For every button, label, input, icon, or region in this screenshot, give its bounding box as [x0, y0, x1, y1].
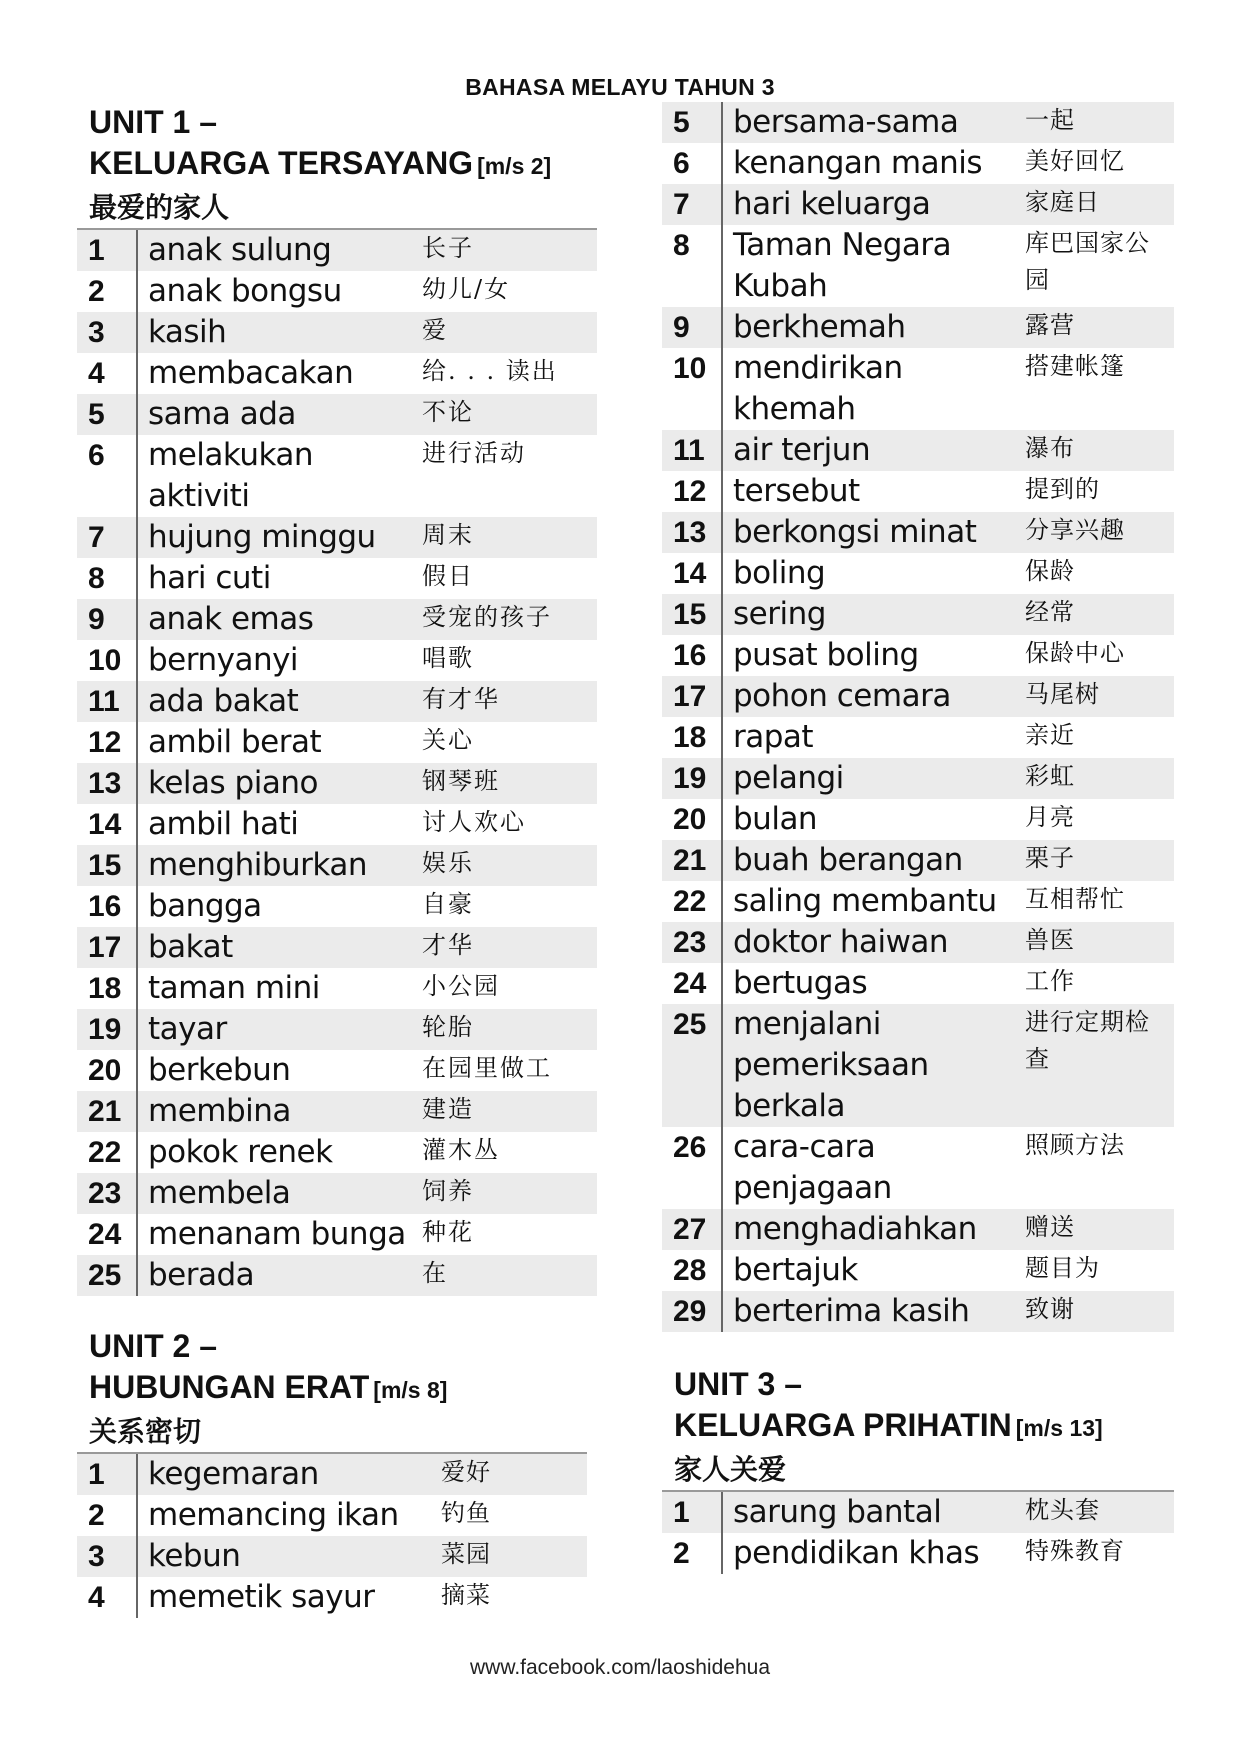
vocab-number: 5	[88, 398, 105, 431]
malay-word: mendirikan khemah	[733, 350, 903, 427]
chinese-translation: 才华	[422, 931, 474, 959]
chinese-translation: 建造	[422, 1095, 474, 1123]
chinese-translation: 美好回忆	[1025, 147, 1125, 175]
chinese-translation: 进行定期检查	[1025, 1008, 1150, 1073]
chinese-translation: 爱好	[441, 1458, 491, 1486]
vocab-row	[77, 312, 597, 353]
unit-3-name-text: KELUARGA PRIHATIN	[674, 1407, 1012, 1443]
unit-3-name	[662, 1405, 1174, 1449]
vocab-number: 8	[673, 229, 690, 262]
malay-word: ambil berat	[148, 724, 322, 760]
vocab-row	[77, 927, 597, 968]
left-column	[77, 102, 597, 1618]
malay-word: air terjun	[733, 432, 871, 468]
vocab-row	[662, 963, 1174, 1004]
chinese-translation: 轮胎	[422, 1013, 474, 1041]
unit-2-title-chinese: 关系密切	[89, 1415, 202, 1448]
vocab-row	[77, 1050, 597, 1091]
vocab-row	[77, 763, 597, 804]
malay-word: anak bongsu	[148, 273, 342, 309]
vocab-number: 25	[673, 1008, 707, 1041]
vocab-row	[662, 512, 1174, 553]
vocab-row	[662, 471, 1174, 512]
vocab-row	[77, 968, 597, 1009]
vocab-number: 13	[673, 516, 707, 549]
vocab-number: 9	[88, 603, 105, 636]
unit-1-name-text: KELUARGA TERSAYANG	[89, 145, 474, 181]
vocab-row	[662, 1291, 1174, 1332]
vocab-row	[77, 517, 597, 558]
chinese-translation: 致谢	[1025, 1295, 1075, 1323]
unit-1-title-chinese: 最爱的家人	[89, 191, 230, 224]
vocab-row	[77, 353, 597, 394]
vocab-row	[662, 594, 1174, 635]
malay-word: kelas piano	[148, 765, 318, 801]
vocab-number: 24	[673, 967, 707, 1000]
unit-2-vocab-list-part-1	[77, 1452, 587, 1618]
chinese-translation: 月亮	[1025, 803, 1075, 831]
vocab-row	[662, 1004, 1174, 1127]
vocab-number: 20	[673, 803, 707, 836]
vocab-number: 22	[673, 885, 707, 918]
malay-word: anak emas	[148, 601, 314, 637]
vocab-number: 28	[673, 1254, 707, 1287]
chinese-translation: 娱乐	[422, 849, 474, 877]
malay-word: membina	[148, 1093, 291, 1129]
vocab-number: 2	[88, 1499, 105, 1532]
malay-word: pohon cemara	[733, 678, 951, 714]
vocab-row	[77, 722, 597, 763]
malay-word: kebun	[148, 1538, 241, 1574]
vocab-number: 20	[88, 1054, 122, 1087]
malay-word: menghiburkan	[148, 847, 367, 883]
chinese-translation: 幼儿/女	[422, 275, 511, 303]
chinese-translation: 家庭日	[1025, 188, 1100, 216]
malay-word: saling membantu	[733, 883, 997, 919]
vocab-row	[77, 599, 597, 640]
chinese-translation: 枕头套	[1025, 1496, 1100, 1524]
vocab-number: 12	[673, 475, 707, 508]
malay-word: berada	[148, 1257, 255, 1293]
vocab-number: 13	[88, 767, 122, 800]
malay-word: tayar	[148, 1011, 227, 1047]
chinese-translation: 兽医	[1025, 926, 1075, 954]
vocab-number: 14	[88, 808, 122, 841]
vocab-number: 1	[88, 234, 105, 267]
chinese-translation: 赠送	[1025, 1213, 1075, 1241]
vocab-number: 1	[88, 1458, 105, 1491]
chinese-translation: 经常	[1025, 598, 1075, 626]
malay-word: bakat	[148, 929, 233, 965]
malay-word: memetik sayur	[148, 1579, 375, 1615]
vocab-row	[662, 840, 1174, 881]
chinese-translation: 不论	[422, 398, 474, 426]
vocab-number: 16	[673, 639, 707, 672]
vocab-number: 10	[88, 644, 122, 677]
vocab-number: 24	[88, 1218, 122, 1251]
unit-2-continued	[662, 102, 1174, 1332]
vocab-row	[77, 886, 597, 927]
malay-word: cara-cara penjagaan	[733, 1129, 892, 1206]
vocab-number: 26	[673, 1131, 707, 1164]
vocab-row	[662, 553, 1174, 594]
vocab-number: 5	[673, 106, 690, 139]
vocab-row	[662, 676, 1174, 717]
vocab-row	[77, 1214, 597, 1255]
vocab-number: 21	[673, 844, 707, 877]
malay-word: hari keluarga	[733, 186, 931, 222]
vocab-row	[77, 1454, 587, 1495]
chinese-translation: 在园里做工	[422, 1054, 552, 1082]
vocab-number: 12	[88, 726, 122, 759]
unit-2-name-text: HUBUNGAN ERAT	[89, 1369, 370, 1405]
chinese-translation: 进行活动	[422, 439, 526, 467]
malay-word: menanam bunga	[148, 1216, 406, 1252]
malay-word: membacakan	[148, 355, 354, 391]
vocab-number: 9	[673, 311, 690, 344]
chinese-translation: 瀑布	[1025, 434, 1075, 462]
malay-word: boling	[733, 555, 826, 591]
malay-word: buah berangan	[733, 842, 963, 878]
malay-word: pelangi	[733, 760, 844, 796]
malay-word: rapat	[733, 719, 814, 755]
chinese-translation: 给. . . 读出	[422, 357, 558, 385]
chinese-translation: 钢琴班	[422, 767, 500, 795]
vocab-number: 8	[88, 562, 105, 595]
right-column	[662, 102, 1174, 1574]
vocab-number: 18	[88, 972, 122, 1005]
malay-word: bersama-sama	[733, 104, 959, 140]
malay-word: pendidikan khas	[733, 1535, 980, 1571]
chinese-translation: 题目为	[1025, 1254, 1100, 1282]
malay-word: bangga	[148, 888, 262, 924]
malay-word: kegemaran	[148, 1456, 319, 1492]
vocab-row	[77, 558, 597, 599]
vocab-number: 29	[673, 1295, 707, 1328]
unit-3-page-ref: [m/s 13]	[1015, 1415, 1103, 1441]
vocab-number: 6	[673, 147, 690, 180]
malay-word: berterima kasih	[733, 1293, 970, 1329]
unit-1-section	[77, 102, 597, 1296]
chinese-translation: 露营	[1025, 311, 1075, 339]
unit-1-page-ref: [m/s 2]	[477, 153, 552, 179]
vocab-number: 17	[673, 680, 707, 713]
chinese-translation: 亲近	[1025, 721, 1075, 749]
vocab-row	[662, 430, 1174, 471]
vocab-row	[662, 348, 1174, 430]
vocab-number: 16	[88, 890, 122, 923]
unit-3-section	[662, 1364, 1174, 1574]
vocab-number: 3	[88, 316, 105, 349]
chinese-translation: 受宠的孩子	[422, 603, 552, 631]
chinese-translation: 特殊教育	[1025, 1537, 1125, 1565]
chinese-translation: 工作	[1025, 967, 1075, 995]
malay-word: ada bakat	[148, 683, 299, 719]
chinese-translation: 分享兴趣	[1025, 516, 1125, 544]
malay-word: berkebun	[148, 1052, 291, 1088]
vocab-row	[662, 922, 1174, 963]
unit-1-vocab-list	[77, 228, 597, 1296]
vocab-row	[662, 307, 1174, 348]
chinese-translation: 搭建帐篷	[1025, 352, 1125, 380]
malay-word: pusat boling	[733, 637, 919, 673]
chinese-translation: 钓鱼	[441, 1499, 491, 1527]
unit-3-title: UNIT 3 –	[674, 1366, 803, 1402]
vocab-row	[77, 1009, 597, 1050]
vocab-row	[662, 1127, 1174, 1209]
chinese-translation: 种花	[422, 1218, 474, 1246]
malay-word: memancing ikan	[148, 1497, 399, 1533]
chinese-translation: 照顾方法	[1025, 1131, 1125, 1159]
vocab-row	[77, 1091, 597, 1132]
vocab-number: 10	[673, 352, 707, 385]
unit-2-vocab-list-part-2	[662, 102, 1174, 1332]
unit-1-title: UNIT 1 –	[89, 104, 218, 140]
chinese-translation: 互相帮忙	[1025, 885, 1125, 913]
vocab-number: 15	[673, 598, 707, 631]
vocab-row	[662, 799, 1174, 840]
chinese-translation: 长子	[422, 234, 474, 262]
vocab-number: 17	[88, 931, 122, 964]
chinese-translation: 栗子	[1025, 844, 1075, 872]
vocab-row	[77, 1495, 587, 1536]
chinese-translation: 自豪	[422, 890, 474, 918]
malay-word: sering	[733, 596, 826, 632]
vocab-row	[662, 758, 1174, 799]
unit-2-name	[77, 1367, 597, 1411]
malay-word: berkhemah	[733, 309, 906, 345]
malay-word: Taman Negara Kubah	[733, 227, 952, 304]
unit-1-name	[77, 143, 597, 187]
chinese-translation: 保龄	[1025, 557, 1075, 585]
vocab-number: 23	[673, 926, 707, 959]
chinese-translation: 有才华	[422, 685, 500, 713]
malay-word: pokok renek	[148, 1134, 333, 1170]
vocab-number: 23	[88, 1177, 122, 1210]
malay-word: hujung minggu	[148, 519, 376, 555]
vocab-row	[77, 1255, 597, 1296]
unit-3-vocab-list	[662, 1490, 1174, 1574]
malay-word: menjalani pemeriksaan berkala	[733, 1006, 929, 1124]
chinese-translation: 饲养	[422, 1177, 474, 1205]
malay-word: bulan	[733, 801, 818, 837]
vocab-number: 18	[673, 721, 707, 754]
malay-word: melakukan aktiviti	[148, 437, 314, 514]
vocab-number: 4	[88, 357, 105, 390]
vocab-number: 15	[88, 849, 122, 882]
chinese-translation: 一起	[1025, 106, 1075, 134]
vocab-number: 2	[88, 275, 105, 308]
malay-word: taman mini	[148, 970, 320, 1006]
chinese-translation: 马尾树	[1025, 680, 1100, 708]
vocab-row	[77, 804, 597, 845]
page-header: BAHASA MELAYU TAHUN 3	[465, 74, 775, 100]
vocab-row	[77, 1173, 597, 1214]
vocab-row	[662, 1533, 1174, 1574]
vocab-number: 6	[88, 439, 105, 472]
vocab-row	[77, 640, 597, 681]
malay-word: doktor haiwan	[733, 924, 949, 960]
vocab-number: 1	[673, 1496, 690, 1529]
chinese-translation: 爱	[422, 316, 448, 344]
vocab-number: 11	[673, 434, 705, 467]
vocab-row	[662, 1250, 1174, 1291]
vocab-row	[662, 225, 1174, 307]
malay-word: berkongsi minat	[733, 514, 977, 550]
vocab-row	[77, 1536, 587, 1577]
chinese-translation: 周末	[422, 521, 474, 549]
vocab-number: 19	[88, 1013, 122, 1046]
vocab-number: 22	[88, 1136, 122, 1169]
vocab-row	[77, 1132, 597, 1173]
chinese-translation: 灌木丛	[422, 1136, 500, 1164]
vocab-row	[662, 1492, 1174, 1533]
malay-word: bernyanyi	[148, 642, 299, 678]
malay-word: kasih	[148, 314, 227, 350]
chinese-translation: 保龄中心	[1025, 639, 1125, 667]
chinese-translation: 关心	[422, 726, 474, 754]
chinese-translation: 菜园	[441, 1540, 491, 1568]
vocab-row	[77, 845, 597, 886]
chinese-translation: 库巴国家公园	[1025, 229, 1150, 294]
vocab-number: 14	[673, 557, 707, 590]
vocab-number: 7	[88, 521, 105, 554]
malay-word: sarung bantal	[733, 1494, 942, 1530]
vocab-row	[662, 635, 1174, 676]
vocab-number: 21	[88, 1095, 122, 1128]
vocab-number: 2	[673, 1537, 690, 1570]
malay-word: sama ada	[148, 396, 296, 432]
unit-2-section	[77, 1326, 597, 1618]
vocab-number: 4	[88, 1581, 105, 1614]
malay-word: ambil hati	[148, 806, 299, 842]
unit-3-title-chinese: 家人关爱	[674, 1453, 787, 1486]
vocab-number: 19	[673, 762, 707, 795]
malay-word: menghadiahkan	[733, 1211, 977, 1247]
vocab-row	[77, 1577, 587, 1618]
vocab-number: 27	[673, 1213, 707, 1246]
chinese-translation: 在	[422, 1259, 448, 1287]
chinese-translation: 摘菜	[441, 1581, 491, 1609]
vocab-row	[662, 184, 1174, 225]
malay-word: bertajuk	[733, 1252, 858, 1288]
chinese-translation: 唱歌	[422, 644, 474, 672]
malay-word: kenangan manis	[733, 145, 982, 181]
unit-2-title: UNIT 2 –	[89, 1328, 218, 1364]
vocab-row	[662, 143, 1174, 184]
malay-word: anak sulung	[148, 232, 332, 268]
vocab-number: 25	[88, 1259, 122, 1292]
vocab-row	[662, 881, 1174, 922]
vocab-row	[662, 717, 1174, 758]
malay-word: bertugas	[733, 965, 868, 1001]
vocab-row	[77, 394, 597, 435]
vocab-row	[77, 271, 597, 312]
vocab-row	[662, 1209, 1174, 1250]
page-footer-url: www.facebook.com/laoshidehua	[469, 1656, 770, 1679]
malay-word: hari cuti	[148, 560, 271, 596]
vocab-row	[77, 230, 597, 271]
chinese-translation: 讨人欢心	[422, 808, 526, 836]
vocab-number: 3	[88, 1540, 105, 1573]
malay-word: tersebut	[733, 473, 860, 509]
vocab-row	[662, 102, 1174, 143]
chinese-translation: 小公园	[422, 972, 500, 1000]
unit-2-page-ref: [m/s 8]	[373, 1377, 448, 1403]
vocab-number: 11	[88, 685, 120, 718]
vocab-number: 7	[673, 188, 690, 221]
vocab-row	[77, 435, 597, 517]
malay-word: membela	[148, 1175, 291, 1211]
chinese-translation: 假日	[422, 562, 474, 590]
chinese-translation: 彩虹	[1025, 762, 1075, 790]
chinese-translation: 提到的	[1025, 475, 1100, 503]
vocab-row	[77, 681, 597, 722]
